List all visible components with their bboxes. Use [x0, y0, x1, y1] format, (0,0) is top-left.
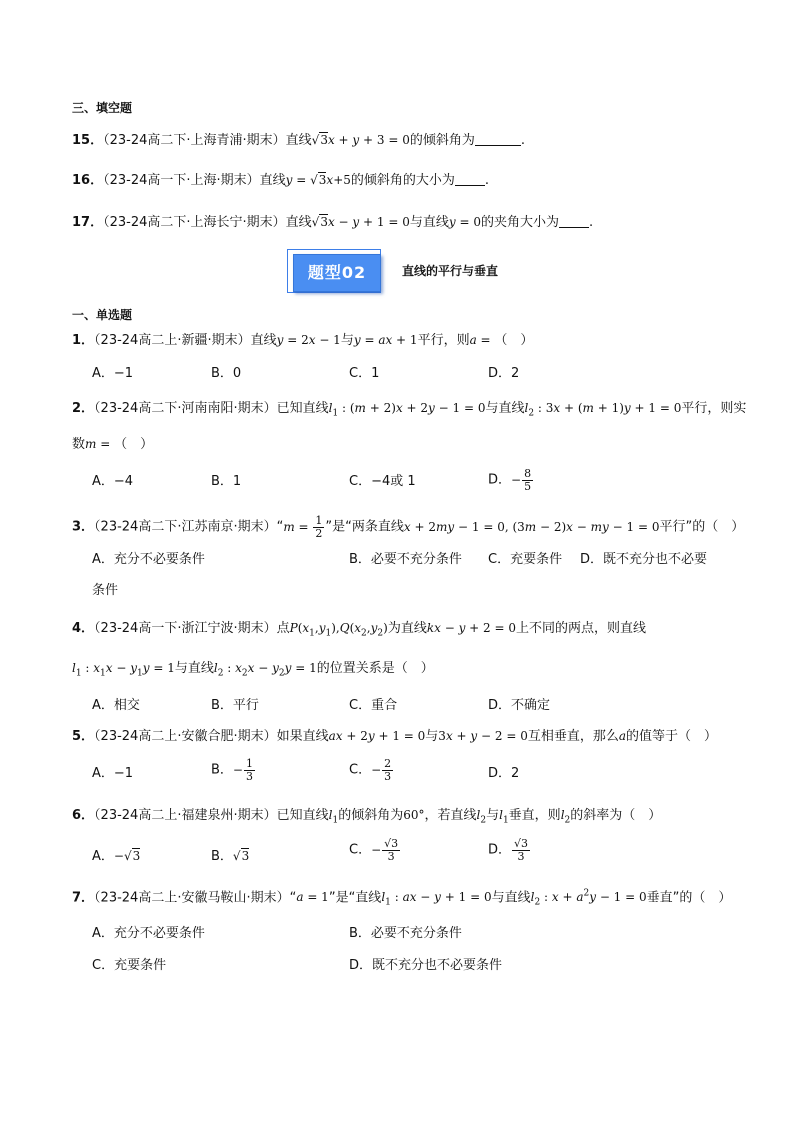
option-b[interactable]: B．0: [211, 366, 242, 381]
question-text: 上不同的两点，则直线: [515, 621, 646, 636]
math-expression: $l_1$: [328, 808, 339, 826]
question-text: 已知直线: [276, 808, 329, 823]
math-expression: 3x + y − 2 = 0: [438, 729, 528, 743]
question-source: （23-24高二上·福建泉州·期末）: [94, 808, 277, 823]
math-expression: kx − y + 2 = 0: [426, 621, 516, 635]
option-b[interactable]: B．必要不充分条件: [349, 926, 462, 941]
question-7: [72, 889, 731, 909]
question-source: （23-24高二下·上海青浦·期末）: [103, 133, 286, 148]
question-number: 3．: [72, 519, 95, 535]
question-1: [72, 333, 533, 349]
question-text: 平行，则: [417, 333, 470, 348]
math-expression: √3x + y + 3 = 0: [311, 133, 410, 147]
question-text: 垂直”的（ ）: [646, 890, 732, 906]
question-text: 的夹角大小为: [480, 215, 559, 230]
option-a[interactable]: A．充分不必要条件: [92, 552, 205, 567]
question-number: 17．: [72, 215, 104, 230]
question-text: 的倾斜角为: [409, 133, 475, 148]
math-expression: ax + 2y + 1 = 0: [328, 729, 426, 743]
option-b[interactable]: B．− $\frac{1}{3}$: [211, 757, 253, 783]
question-number: 15．: [72, 133, 104, 148]
section-banner: [287, 249, 385, 297]
answer-blank[interactable]: [455, 173, 485, 186]
math-expression: a = 1: [296, 890, 329, 905]
math-variable: a: [618, 729, 626, 743]
option-label: B．: [211, 849, 233, 864]
question-number: 6．: [72, 808, 95, 823]
question-source: （23-24高二下·河南南阳·期末）: [94, 401, 277, 416]
fraction: $\frac{2}{3}$: [384, 757, 392, 783]
question-text: 已知直线: [276, 401, 329, 416]
question-number: 2．: [72, 401, 95, 416]
question-text: 的斜率为（ ）: [570, 808, 662, 823]
option-a[interactable]: A．−1: [92, 366, 134, 381]
question-text: 与直线: [491, 890, 531, 906]
option-d[interactable]: D．不确定: [488, 698, 551, 713]
question-source: （23-24高二上·安徽马鞍山·期末）: [94, 890, 290, 906]
math-expression: a =: [469, 333, 495, 347]
question-text: 为直线: [387, 621, 427, 636]
math-expression: m = $\frac{1}{2}$: [283, 514, 323, 540]
math-expression: y = ax + 1: [353, 333, 418, 347]
math-expression: $l_2$ : 3x + (m + 1)y + 1 = 0: [524, 401, 682, 419]
math-expression: $l_1$ : ax − y + 1 = 0: [381, 890, 492, 908]
question-text: 互相垂直，那么: [527, 729, 619, 744]
option-c[interactable]: C．− $\frac{√3}{3}$: [349, 837, 399, 863]
question-number: 7．: [72, 890, 95, 906]
math-expression: $l_2$: [476, 808, 487, 826]
math-expression: x + 2my − 1 = 0, (3m − 2)x − my − 1 = 0: [403, 519, 660, 534]
question-2-cont: [72, 437, 153, 453]
option-b[interactable]: B．必要不充分条件: [349, 552, 462, 567]
question-source: （23-24高一下·上海·期末）: [103, 173, 260, 188]
option-d-continued: 条件: [92, 583, 119, 598]
question-number: 4．: [72, 621, 95, 636]
question-text: “: [276, 519, 284, 535]
question-number: 1．: [72, 333, 95, 348]
question-text: 直线: [250, 333, 277, 348]
option-c[interactable]: C．− $\frac{2}{3}$: [349, 757, 392, 783]
option-d[interactable]: [488, 838, 531, 862]
question-text: ，若直线: [424, 808, 477, 823]
math-expression: $l_1$ : $x_1x - y_1y = 1$: [72, 661, 175, 679]
fraction: $\frac{1}{3}$: [245, 757, 253, 783]
math-expression: y = 2x − 1: [276, 333, 341, 347]
option-label: B．: [211, 762, 233, 778]
question-text: （ ）: [114, 437, 154, 452]
answer-blank[interactable]: [475, 133, 521, 146]
option-c[interactable]: C．充要条件: [488, 552, 563, 567]
banner-label: 题型02: [293, 254, 381, 292]
math-expression: $l_2$ : $x + a^2y - 1 = 0$: [530, 889, 647, 908]
question-4-cont: [72, 661, 434, 679]
option-a[interactable]: A．−√3: [92, 849, 141, 864]
question-text: 与直线: [485, 401, 525, 416]
option-label: C．: [349, 762, 372, 778]
answer-blank[interactable]: [559, 215, 589, 228]
option-a[interactable]: A．相交: [92, 698, 140, 713]
math-expression: y = √3x+5: [285, 173, 351, 187]
option-c[interactable]: C．1: [349, 366, 380, 381]
math-expression: 60°: [403, 808, 425, 822]
option-a[interactable]: A．−4: [92, 474, 134, 489]
question-17: 17．（23-24高二下·上海长宁·期末）直线√3x − y + 1 = 0与直线y = 0的夹角大小为 .: [72, 215, 594, 230]
option-d[interactable]: D．既不充分也不必要条件: [349, 958, 503, 973]
question-5: [72, 729, 717, 745]
question-source: （23-24高二下·上海长宁·期末）: [103, 215, 286, 230]
section-heading-fill: 三、填空题: [72, 101, 133, 115]
question-text: 与直线: [174, 661, 214, 676]
question-text: 的倾斜角为: [338, 808, 404, 823]
question-text: 的倾斜角的大小为: [350, 173, 455, 188]
option-a[interactable]: A．−1: [92, 766, 134, 781]
option-b[interactable]: B．1: [211, 474, 242, 489]
option-c[interactable]: C．−4或 1: [349, 474, 416, 489]
question-text: 直线: [259, 173, 286, 188]
question-text: 平行，则实: [681, 401, 747, 416]
option-label: A．: [92, 849, 114, 864]
math-expression: $l_2$ : $x_2x - y_2y = 1$: [213, 661, 317, 679]
question-text: 点: [276, 621, 290, 636]
option-label: D．: [488, 842, 512, 858]
math-expression: y = 0: [448, 215, 481, 229]
option-d[interactable]: D．− $\frac{8}{5}$: [488, 467, 532, 493]
question-15: 15．（23-24高二下·上海青浦·期末）直线√3x + y + 3 = 0的倾斜角为 .: [72, 133, 525, 148]
question-number: 16．: [72, 173, 104, 188]
fraction: $\frac{√3}{3}$: [384, 837, 399, 863]
question-text: 数: [72, 437, 86, 452]
question-16: 16．（23-24高一下·上海·期末）直线y = √3x+5的倾斜角的大小为 .: [72, 173, 490, 188]
question-text: ”是“直线: [328, 890, 382, 906]
question-text: 直线: [285, 133, 312, 148]
question-text: 与: [425, 729, 439, 744]
question-text: 垂直，则: [508, 808, 561, 823]
math-expression: √3x − y + 1 = 0: [311, 215, 410, 229]
question-4: [72, 621, 646, 639]
section-heading-single: 一、单选题: [72, 308, 133, 322]
option-d[interactable]: D．2: [488, 766, 520, 781]
option-label: D．: [488, 472, 512, 488]
option-b[interactable]: B．平行: [211, 698, 259, 713]
question-text: 如果直线: [276, 729, 329, 744]
question-text: 的位置关系是（ ）: [316, 661, 434, 676]
question-text: 与: [486, 808, 500, 823]
question-source: （23-24高二上·新疆·期末）: [94, 333, 251, 348]
option-c[interactable]: C．充要条件: [92, 958, 167, 973]
question-text: 的值等于（ ）: [626, 729, 718, 744]
question-text: 直线: [285, 215, 312, 230]
math-expression: $l_1$ : (m + 2)x + 2y − 1 = 0: [328, 401, 486, 419]
question-source: （23-24高二下·江苏南京·期末）: [94, 519, 277, 535]
math-expression: m =: [85, 437, 115, 451]
option-b[interactable]: B．√3: [211, 849, 250, 864]
question-6: [72, 808, 661, 826]
question-source: （23-24高一下·浙江宁波·期末）: [94, 621, 277, 636]
question-text: “: [289, 890, 297, 906]
question-text: ”是“两条直线: [325, 519, 404, 535]
option-c[interactable]: C．重合: [349, 698, 398, 713]
math-expression: $l_1$: [499, 808, 509, 826]
question-3: [72, 515, 744, 539]
option-label: C．: [349, 842, 372, 858]
math-expression: $l_2$: [560, 808, 571, 826]
question-text: 与: [340, 333, 354, 348]
question-text: 与直线: [409, 215, 449, 230]
question-number: 5．: [72, 729, 95, 744]
fraction: $\frac{√3}{3}$: [514, 837, 529, 863]
question-text: 平行”的（ ）: [659, 519, 745, 535]
fraction: $\frac{8}{5}$: [524, 467, 532, 493]
option-a[interactable]: A．充分不必要条件: [92, 926, 205, 941]
banner-title: 直线的平行与垂直: [402, 264, 499, 278]
question-text: （ ）: [494, 333, 534, 348]
option-d[interactable]: D．2: [488, 366, 520, 381]
question-source: （23-24高二上·安徽合肥·期末）: [94, 729, 277, 744]
math-expression: $P(x_1,y_1),Q(x_2,y_2)$: [289, 621, 388, 639]
option-d[interactable]: D．既不充分也不必要: [580, 552, 708, 567]
question-2: [72, 401, 746, 419]
